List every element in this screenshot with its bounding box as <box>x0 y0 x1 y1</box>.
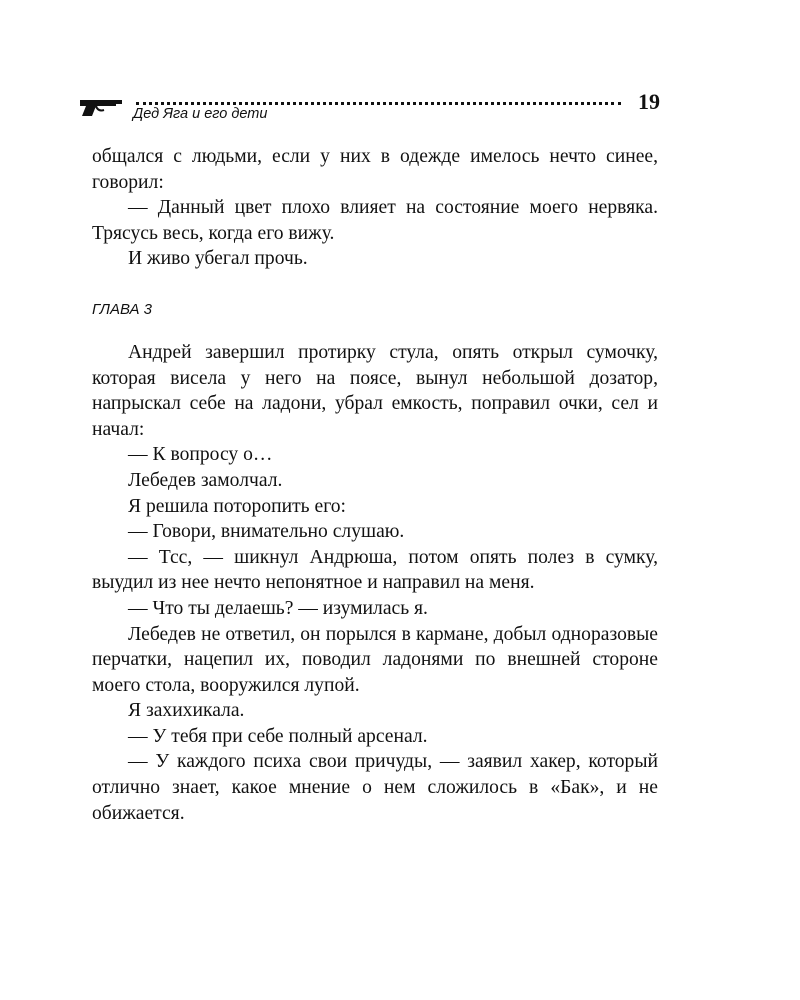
paragraph: — У каждого психа свои причуды, — заявил хакер, который отлично знает, какое мнение о нем сложилось в «Бак», и не обижается. <box>92 751 658 824</box>
paragraph: Андрей завершил протирку стула, опять открыл сумочку, которая висела у него на поясе, вынул небольшой дозатор, напрыскал себе на ладони, убрал емкость, поправил очки, сел и начал: <box>92 341 658 440</box>
paragraph: Лебедев замолчал. <box>128 469 283 491</box>
paragraph: И живо убегал прочь. <box>128 248 308 270</box>
chapter-title: ГЛАВА 3 <box>92 300 152 318</box>
page-header <box>76 89 660 128</box>
paragraph: — Говори, внимательно слушаю. <box>128 521 405 543</box>
paragraph: — Что ты делаешь? — изумилась я. <box>128 597 428 619</box>
paragraph: Я захихикала. <box>128 700 245 722</box>
body-text <box>92 144 658 826</box>
pistol-icon <box>76 94 124 118</box>
paragraph: общался с людьми, если у них в одежде имелось нечто синее, говорил: <box>92 146 658 193</box>
paragraph: — Данный цвет плохо влияет на состояние моего нервяка. Трясусь весь, когда его вижу. <box>92 197 658 244</box>
paragraph: — У тебя при себе полный арсенал. <box>128 725 428 747</box>
paragraph: Я решила поторопить его: <box>128 495 346 517</box>
running-title: Дед Яга и его дети <box>133 106 268 122</box>
paragraph: — К вопросу о… <box>128 444 273 466</box>
page-number: 19 <box>638 89 660 114</box>
paragraph: — Тсс, — шикнул Андрюша, потом опять полез в сумку, выудил из нее нечто непонятное и направил на меня. <box>92 546 658 594</box>
paragraph: Лебедев не ответил, он порылся в кармане, добыл одноразовые перчатки, нацепил их, поводил ладонями по внешней стороне моего стола, вооружился лупой. <box>92 623 658 696</box>
